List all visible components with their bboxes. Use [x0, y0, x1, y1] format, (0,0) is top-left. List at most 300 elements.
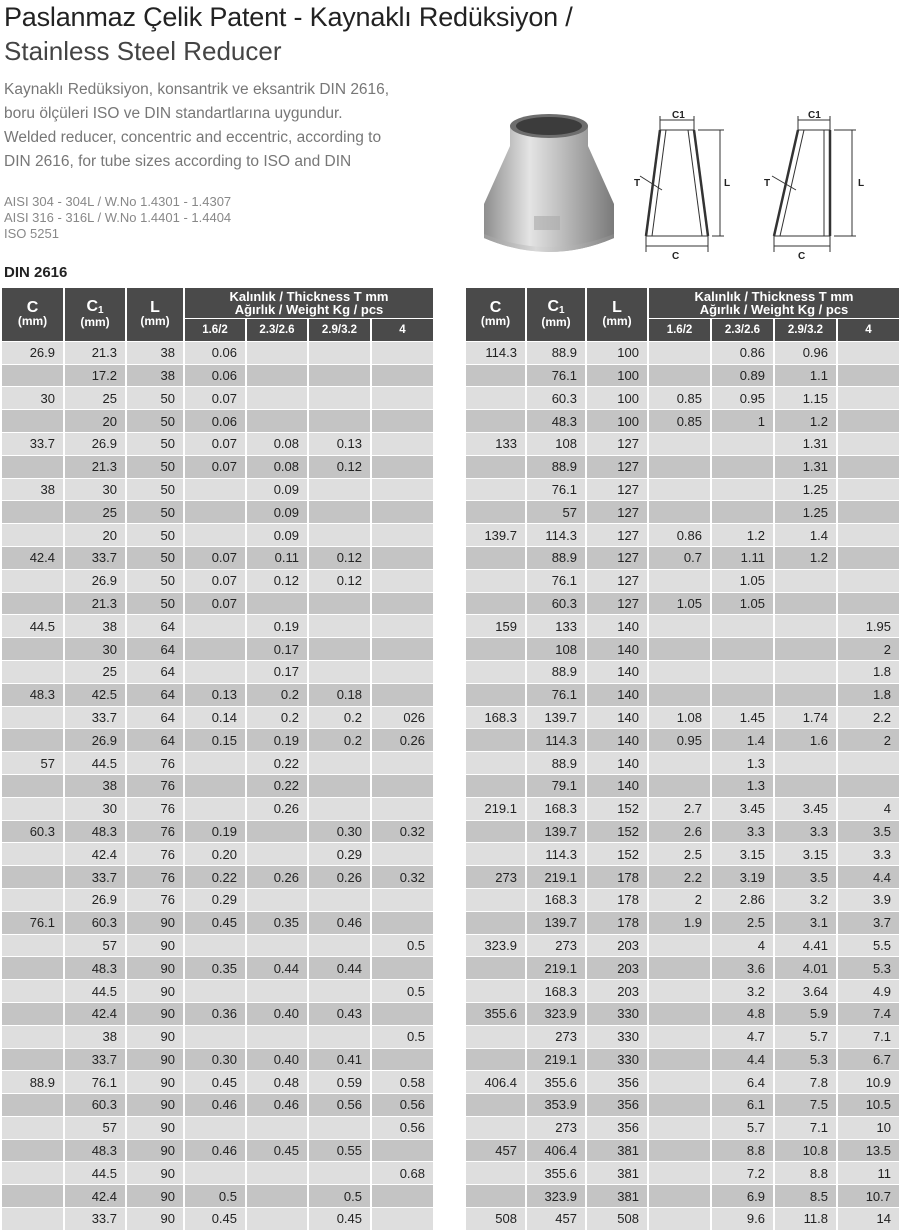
table-row — [466, 957, 900, 980]
table-row — [2, 1185, 434, 1208]
cell-c — [2, 1162, 64, 1185]
cell-c — [466, 410, 526, 433]
cell-l: 127 — [586, 478, 648, 501]
cell-l: 140 — [586, 660, 648, 683]
cell-t3: 0.43 — [308, 1002, 371, 1025]
cell-t2: 5.7 — [711, 1116, 774, 1139]
cell-t3 — [308, 797, 371, 820]
cell-t4 — [371, 592, 434, 615]
cell-t3: 1.15 — [774, 387, 837, 410]
col-header-thickness — [184, 288, 434, 319]
cell-t1: 0.15 — [184, 729, 246, 752]
cell-t4: 7.1 — [837, 1025, 900, 1048]
cell-t2: 0.08 — [246, 455, 308, 478]
cell-t1 — [184, 980, 246, 1003]
cell-t2 — [246, 888, 308, 911]
table-row — [2, 478, 434, 501]
cell-l: 90 — [126, 1162, 184, 1185]
cell-c — [466, 478, 526, 501]
cell-t3: 1.1 — [774, 364, 837, 387]
cell-t3: 1.2 — [774, 410, 837, 433]
cell-c1: 57 — [64, 1116, 126, 1139]
table-row — [2, 501, 434, 524]
cell-t3: 7.5 — [774, 1094, 837, 1117]
table-row — [466, 1002, 900, 1025]
drawing-label-c1: C1 — [672, 110, 685, 121]
cell-t4 — [371, 1002, 434, 1025]
cell-l: 50 — [126, 524, 184, 547]
cell-c — [466, 1025, 526, 1048]
material-line: AISI 304 - 304L / W.No 1.4301 - 1.4307 — [4, 194, 232, 209]
cell-t1 — [648, 638, 711, 661]
cell-c1: 139.7 — [526, 911, 586, 934]
cell-t2 — [246, 1162, 308, 1185]
standard-label: DIN 2616 — [4, 264, 68, 281]
table-row — [466, 820, 900, 843]
cell-t3: 0.29 — [308, 843, 371, 866]
cell-l: 127 — [586, 524, 648, 547]
cell-t3 — [308, 1116, 371, 1139]
cell-t2 — [711, 432, 774, 455]
page-subtitle: Stainless Steel Reducer — [4, 36, 282, 66]
cell-t4: 026 — [371, 706, 434, 729]
cell-t1 — [184, 638, 246, 661]
cell-c: 139.7 — [466, 524, 526, 547]
cell-l: 76 — [126, 797, 184, 820]
cell-t4 — [837, 364, 900, 387]
cell-c1: 33.7 — [64, 706, 126, 729]
cell-c1: 21.3 — [64, 455, 126, 478]
cell-t4 — [837, 387, 900, 410]
cell-l: 140 — [586, 729, 648, 752]
cell-c: 273 — [466, 866, 526, 889]
cell-t1: 0.06 — [184, 364, 246, 387]
cell-c: 48.3 — [2, 683, 64, 706]
cell-c — [2, 524, 64, 547]
cell-t4 — [837, 455, 900, 478]
cell-t3: 1.31 — [774, 432, 837, 455]
cell-t1 — [648, 569, 711, 592]
cell-c1: 355.6 — [526, 1162, 586, 1185]
header-unit: (mm) — [602, 314, 632, 329]
cell-t1 — [184, 501, 246, 524]
cell-l: 90 — [126, 1094, 184, 1117]
cell-l: 64 — [126, 660, 184, 683]
cell-c1: 114.3 — [526, 524, 586, 547]
cell-l: 356 — [586, 1116, 648, 1139]
cell-c1: 88.9 — [526, 660, 586, 683]
cell-t3: 1.74 — [774, 706, 837, 729]
cell-t3 — [308, 980, 371, 1003]
cell-l: 50 — [126, 478, 184, 501]
cell-t1 — [648, 455, 711, 478]
cell-c — [466, 774, 526, 797]
cell-t2: 0.12 — [246, 569, 308, 592]
cell-c1: 25 — [64, 501, 126, 524]
cell-t1: 0.07 — [184, 569, 246, 592]
table-row — [2, 957, 434, 980]
weight-label: Ağırlık / Weight Kg / pcs — [234, 302, 384, 317]
cell-t1 — [184, 1025, 246, 1048]
cell-t4: 6.7 — [837, 1048, 900, 1071]
cell-l: 140 — [586, 706, 648, 729]
cell-l: 356 — [586, 1071, 648, 1094]
cell-l: 140 — [586, 615, 648, 638]
cell-c — [2, 1139, 64, 1162]
cell-t1: 0.22 — [184, 866, 246, 889]
cell-c — [2, 364, 64, 387]
cell-t1: 2.6 — [648, 820, 711, 843]
cell-c1: 406.4 — [526, 1139, 586, 1162]
cell-t4 — [371, 501, 434, 524]
cell-l: 76 — [126, 866, 184, 889]
cell-t2 — [711, 660, 774, 683]
cell-c — [2, 1002, 64, 1025]
cell-t4: 5.3 — [837, 957, 900, 980]
table-row — [466, 478, 900, 501]
cell-l: 127 — [586, 546, 648, 569]
cell-l: 50 — [126, 592, 184, 615]
cell-t3: 0.13 — [308, 432, 371, 455]
cell-l: 90 — [126, 1048, 184, 1071]
cell-t4: 5.5 — [837, 934, 900, 957]
cell-t2: 0.19 — [246, 615, 308, 638]
cell-t2: 0.09 — [246, 478, 308, 501]
cell-c — [466, 364, 526, 387]
cell-c — [466, 638, 526, 661]
cell-c1: 355.6 — [526, 1071, 586, 1094]
col-header-t4: 4 — [837, 319, 900, 342]
cell-t1 — [648, 1048, 711, 1071]
cell-t3: 5.3 — [774, 1048, 837, 1071]
cell-c1: 33.7 — [64, 866, 126, 889]
cell-t1: 0.86 — [648, 524, 711, 547]
cell-c1: 79.1 — [526, 774, 586, 797]
cell-t1: 0.07 — [184, 387, 246, 410]
cell-c: 44.5 — [2, 615, 64, 638]
page-title: Paslanmaz Çelik Patent - Kaynaklı Redüksiyon / — [4, 2, 573, 32]
cell-t4 — [837, 592, 900, 615]
cell-t2 — [246, 341, 308, 364]
cell-t3: 3.5 — [774, 866, 837, 889]
cell-t1: 0.45 — [184, 1208, 246, 1231]
cell-t3: 0.26 — [308, 866, 371, 889]
cell-t1 — [648, 615, 711, 638]
cell-t4 — [371, 957, 434, 980]
table-row — [2, 1162, 434, 1185]
cell-c — [466, 1116, 526, 1139]
cell-t3: 3.45 — [774, 797, 837, 820]
cell-t3 — [308, 774, 371, 797]
table-row — [466, 980, 900, 1003]
cell-c — [466, 911, 526, 934]
cell-c — [2, 569, 64, 592]
cell-c1: 353.9 — [526, 1094, 586, 1117]
cell-t2: 0.45 — [246, 1139, 308, 1162]
col-header-l — [126, 288, 184, 341]
cell-l: 38 — [126, 341, 184, 364]
cell-t4: 10.7 — [837, 1185, 900, 1208]
cell-l: 38 — [126, 364, 184, 387]
cell-c1: 30 — [64, 638, 126, 661]
cell-t3 — [308, 387, 371, 410]
cell-c — [466, 660, 526, 683]
cell-t4: 0.5 — [371, 1025, 434, 1048]
table-row — [2, 1025, 434, 1048]
cell-c1: 273 — [526, 1025, 586, 1048]
cell-t1 — [648, 1162, 711, 1185]
table-row — [466, 1116, 900, 1139]
cell-c — [2, 1048, 64, 1071]
cell-l: 203 — [586, 934, 648, 957]
cell-c: 42.4 — [2, 546, 64, 569]
cell-t4: 4 — [837, 797, 900, 820]
cell-l: 90 — [126, 1002, 184, 1025]
cell-t1: 0.46 — [184, 1139, 246, 1162]
cell-c — [466, 843, 526, 866]
cell-c1: 33.7 — [64, 1208, 126, 1231]
cell-l: 90 — [126, 1116, 184, 1139]
cell-l: 50 — [126, 432, 184, 455]
cell-l: 90 — [126, 1208, 184, 1231]
cell-c1: 114.3 — [526, 843, 586, 866]
cell-t3 — [308, 478, 371, 501]
cell-l: 381 — [586, 1162, 648, 1185]
cell-t3: 0.12 — [308, 569, 371, 592]
cell-t3 — [308, 524, 371, 547]
cell-c — [2, 592, 64, 615]
cell-t1: 0.45 — [184, 1071, 246, 1094]
cell-c — [466, 1048, 526, 1071]
cell-t4: 0.56 — [371, 1116, 434, 1139]
cell-c1: 108 — [526, 432, 586, 455]
cell-c: 76.1 — [2, 911, 64, 934]
cell-t2: 0.89 — [711, 364, 774, 387]
table-row — [466, 341, 900, 364]
cell-c1: 48.3 — [64, 1139, 126, 1162]
cell-t4 — [371, 888, 434, 911]
cell-c1: 33.7 — [64, 546, 126, 569]
cell-c1: 76.1 — [526, 478, 586, 501]
cell-t1 — [648, 432, 711, 455]
cell-t4 — [371, 546, 434, 569]
cell-l: 76 — [126, 774, 184, 797]
cell-c1: 219.1 — [526, 1048, 586, 1071]
cell-l: 508 — [586, 1208, 648, 1231]
cell-t1 — [184, 1116, 246, 1139]
cell-l: 152 — [586, 820, 648, 843]
cell-c — [2, 455, 64, 478]
table-row — [466, 1094, 900, 1117]
cell-t3: 3.2 — [774, 888, 837, 911]
cell-t1 — [648, 934, 711, 957]
cell-t1 — [184, 934, 246, 957]
col-header-c1 — [526, 288, 586, 341]
cell-c1: 25 — [64, 660, 126, 683]
cell-l: 178 — [586, 866, 648, 889]
cell-t2: 0.95 — [711, 387, 774, 410]
cell-t4 — [371, 569, 434, 592]
header-label: L — [612, 299, 622, 317]
cell-c1: 44.5 — [64, 980, 126, 1003]
cell-t2 — [246, 934, 308, 957]
cell-t4: 0.56 — [371, 1094, 434, 1117]
cell-t2: 1.45 — [711, 706, 774, 729]
header-subscript: 1 — [559, 305, 565, 317]
table-row — [466, 501, 900, 524]
cell-c — [2, 774, 64, 797]
col-header-t3: 2.9/3.2 — [774, 319, 837, 342]
cell-t3: 3.15 — [774, 843, 837, 866]
cell-t1: 1.05 — [648, 592, 711, 615]
cell-t4: 10.5 — [837, 1094, 900, 1117]
cell-c — [466, 501, 526, 524]
cell-t3 — [308, 592, 371, 615]
table-row — [2, 341, 434, 364]
col-header-c — [2, 288, 64, 341]
description-line: Welded reducer, concentric and eccentric, according to — [4, 129, 382, 146]
cell-c1: 457 — [526, 1208, 586, 1231]
cell-c — [466, 729, 526, 752]
cell-t4 — [837, 432, 900, 455]
cell-t2: 0.2 — [246, 683, 308, 706]
cell-t3: 1.2 — [774, 546, 837, 569]
cell-t4: 2 — [837, 638, 900, 661]
cell-c — [466, 820, 526, 843]
cell-c1: 42.4 — [64, 843, 126, 866]
cell-t1 — [648, 341, 711, 364]
cell-t4: 0.68 — [371, 1162, 434, 1185]
cell-c — [2, 1185, 64, 1208]
cell-l: 140 — [586, 774, 648, 797]
cell-c1: 60.3 — [526, 592, 586, 615]
cell-c1: 273 — [526, 934, 586, 957]
table-row — [2, 843, 434, 866]
cell-t2 — [246, 410, 308, 433]
cell-c1: 273 — [526, 1116, 586, 1139]
cell-l: 330 — [586, 1002, 648, 1025]
cell-c1: 76.1 — [526, 569, 586, 592]
cell-t3 — [308, 888, 371, 911]
header-label: C — [489, 299, 502, 317]
cell-t2: 1 — [711, 410, 774, 433]
cell-c1: 88.9 — [526, 752, 586, 775]
cell-t3: 10.8 — [774, 1139, 837, 1162]
cell-t2: 3.2 — [711, 980, 774, 1003]
cell-t2: 0.26 — [246, 866, 308, 889]
cell-t1: 0.07 — [184, 455, 246, 478]
reducer-photo — [476, 106, 622, 262]
cell-t1 — [648, 980, 711, 1003]
cell-t1 — [184, 1162, 246, 1185]
cell-c — [466, 387, 526, 410]
cell-c — [466, 455, 526, 478]
cell-t2: 0.17 — [246, 638, 308, 661]
drawing-label-c: C — [672, 251, 680, 262]
table-row — [466, 911, 900, 934]
cell-t3 — [774, 774, 837, 797]
cell-t3: 0.2 — [308, 706, 371, 729]
cell-t1: 0.07 — [184, 592, 246, 615]
drawing-label-c1: C1 — [808, 110, 821, 121]
header-label: C — [547, 298, 559, 316]
cell-c — [2, 888, 64, 911]
cell-c1: 26.9 — [64, 569, 126, 592]
cell-t1 — [648, 774, 711, 797]
cell-c1: 21.3 — [64, 341, 126, 364]
cell-c1: 33.7 — [64, 1048, 126, 1071]
cell-t2 — [246, 1208, 308, 1231]
cell-t4 — [837, 569, 900, 592]
cell-t4: 11 — [837, 1162, 900, 1185]
cell-l: 100 — [586, 364, 648, 387]
table-row — [466, 1071, 900, 1094]
cell-t3: 3.64 — [774, 980, 837, 1003]
cell-c — [466, 1162, 526, 1185]
cell-t4: 4.9 — [837, 980, 900, 1003]
cell-t1 — [648, 1094, 711, 1117]
table-row — [466, 866, 900, 889]
cell-t4: 7.4 — [837, 1002, 900, 1025]
cell-t1: 2.2 — [648, 866, 711, 889]
drawing-label-t: T — [764, 178, 771, 189]
header-label: L — [150, 299, 160, 317]
cell-t2: 0.22 — [246, 752, 308, 775]
cell-l: 381 — [586, 1139, 648, 1162]
cell-c — [2, 934, 64, 957]
cell-t3: 5.7 — [774, 1025, 837, 1048]
cell-t2: 0.2 — [246, 706, 308, 729]
cell-c: 114.3 — [466, 341, 526, 364]
cell-t1: 0.06 — [184, 410, 246, 433]
cell-t1: 2.7 — [648, 797, 711, 820]
cell-t4: 10 — [837, 1116, 900, 1139]
table-row — [2, 592, 434, 615]
cell-t2: 9.6 — [711, 1208, 774, 1231]
cell-c1: 48.3 — [64, 820, 126, 843]
col-header-thickness — [648, 288, 900, 319]
cell-t1 — [648, 683, 711, 706]
cell-t3 — [774, 683, 837, 706]
cell-t1 — [648, 1139, 711, 1162]
col-header-t2: 2.3/2.6 — [711, 319, 774, 342]
table-row — [466, 364, 900, 387]
cell-t3: 3.3 — [774, 820, 837, 843]
cell-c — [2, 957, 64, 980]
cell-t4: 0.5 — [371, 980, 434, 1003]
header-label: C — [86, 298, 98, 316]
cell-t4 — [371, 660, 434, 683]
cell-t1: 0.35 — [184, 957, 246, 980]
table-row — [2, 638, 434, 661]
cell-c1: 26.9 — [64, 888, 126, 911]
cell-c: 355.6 — [466, 1002, 526, 1025]
cell-t4 — [837, 774, 900, 797]
cell-t1: 0.85 — [648, 410, 711, 433]
col-header-t1: 1.6/2 — [648, 319, 711, 342]
cell-t3: 7.1 — [774, 1116, 837, 1139]
cell-t3: 5.9 — [774, 1002, 837, 1025]
cell-c — [2, 638, 64, 661]
table-row — [466, 546, 900, 569]
cell-c: 33.7 — [2, 432, 64, 455]
cell-c1: 44.5 — [64, 1162, 126, 1185]
cell-t2: 4.8 — [711, 1002, 774, 1025]
cell-t4: 0.5 — [371, 934, 434, 957]
cell-t2: 0.19 — [246, 729, 308, 752]
table-row — [466, 524, 900, 547]
cell-t4 — [837, 752, 900, 775]
